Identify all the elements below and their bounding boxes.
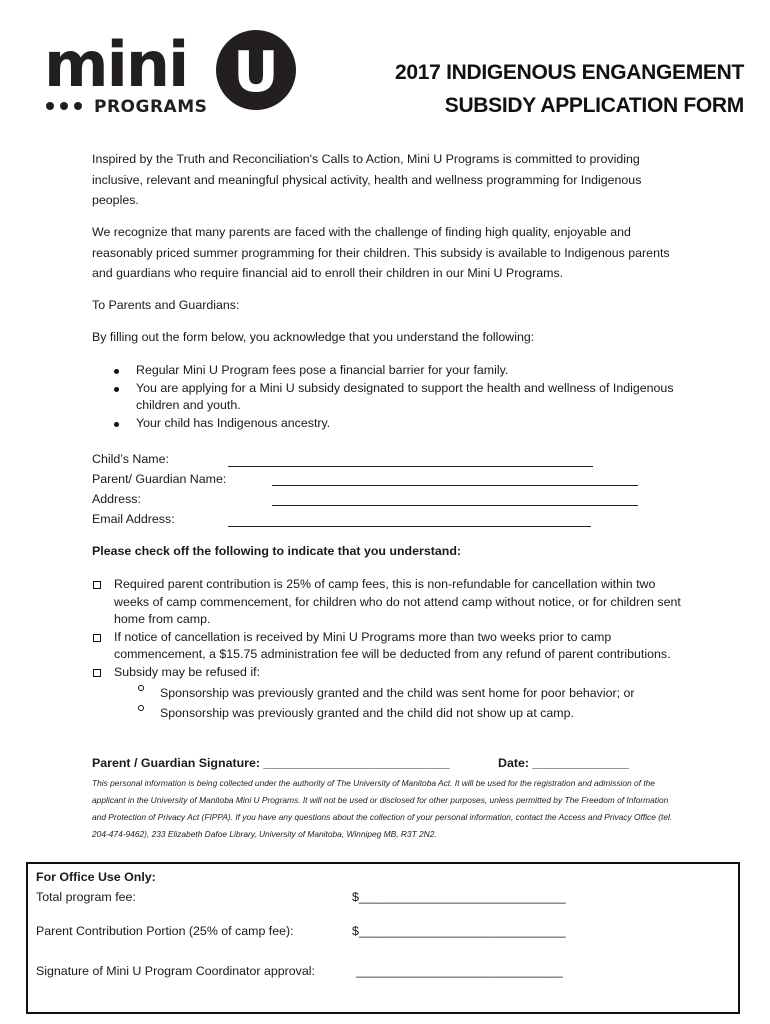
bullet-icon [114, 387, 119, 392]
check-item [92, 629, 692, 664]
form-title-line-2: SUBSIDY APPLICATION FORM [444, 94, 744, 117]
guardian-signature-field[interactable]: Parent / Guardian Signature: ___________________________ [92, 756, 450, 770]
logo-letter: U [233, 40, 279, 105]
checks-heading: Please check off the following to indicate that you understand: [92, 544, 462, 558]
privacy-notice: This personal information is being collected under the authority of The University of Manitoba Act. It will be used for the registration and admission of the applicant in the University of Manitoba Mini U Programs. It will not be used or disclosed for other purposes, unless permitted by The Freedom of Information and Protection of Privacy Act (FIPPA). If you have any questions about the collection of your personal information, contact the Access and Privacy Office (tel. 204-474-9462), 233 Elizabeth Dafoe Library, University of Manitoba, Winnipeg MB, R3T 2N2. [92, 778, 673, 839]
acknowledge-list [112, 362, 682, 432]
date-field[interactable]: Date: ______________ [498, 756, 629, 770]
address-label: Address: [92, 492, 141, 506]
checkbox[interactable] [93, 669, 101, 677]
contribution-label: Parent Contribution Portion (25% of camp fee): [36, 924, 294, 938]
child-name-field[interactable] [228, 466, 593, 467]
understand-checklist [92, 576, 692, 723]
email-label: Email Address: [92, 512, 175, 526]
form-title-line-1: 2017 INDIGENOUS ENGANGEMENT [395, 61, 744, 84]
refusal-reason-text: Sponsorship was previously granted and the child was sent home for poor behavior; or [160, 686, 635, 700]
list-item [114, 703, 692, 723]
check-item-text: If notice of cancellation is received by Mini U Programs more than two weeks prior to camp commencement, a $15.75 administration fee will be deducted from any refund of parent contributions. [114, 629, 671, 661]
check-item-text: Subsidy may be refused if: [114, 664, 261, 679]
office-use-box [26, 862, 740, 1014]
list-item [112, 415, 682, 433]
acknowledge-lead: By filling out the form below, you acknowledge that you understand the following: [92, 330, 535, 344]
list-item [112, 362, 682, 380]
email-field[interactable] [228, 526, 591, 527]
bullet-icon [114, 422, 119, 427]
list-item-text: You are applying for a Mini U subsidy designated to support the health and wellness of Indigenous children and youth. [136, 380, 674, 412]
bullet-icon [114, 369, 119, 374]
circle-bullet-icon [138, 705, 144, 711]
list-item [112, 380, 682, 415]
logo-dot-3 [74, 102, 82, 110]
list-item-text: Your child has Indigenous ancestry. [136, 415, 331, 430]
circle-bullet-icon [138, 685, 144, 691]
logo-word: mini [44, 28, 188, 101]
logo-graphic [44, 28, 296, 116]
intro-paragraph-1: Inspired by the Truth and Reconciliation's Calls to Action, Mini U Programs is committed to providing inclusive, relevant and meaningful physical activity, health and wellness programming for Indigenous peoples. [92, 152, 642, 207]
guardian-name-label: Parent/ Guardian Name: [92, 472, 227, 486]
intro-paragraph-2: We recognize that many parents are faced with the challenge of finding high quality, enjoyable and reasonably priced summer programming for their children. This subsidy is available to Indigenous parents and guardians who require financial aid to enroll their children in our Mini U Programs. [92, 225, 670, 280]
total-fee-field[interactable]: $______________________________ [352, 890, 566, 904]
coordinator-signature-label: Signature of Mini U Program Coordinator approval: [36, 964, 315, 978]
total-fee-label: Total program fee: [36, 890, 136, 904]
guardian-name-field[interactable] [272, 485, 638, 486]
list-item-text: Regular Mini U Program fees pose a financial barrier for your family. [136, 363, 509, 377]
form-title [395, 56, 744, 122]
checkbox[interactable] [93, 581, 101, 589]
logo-dot-2 [60, 102, 68, 110]
child-name-label: Child’s Name: [92, 452, 169, 466]
checkbox[interactable] [93, 634, 101, 642]
check-item-text: Required parent contribution is 25% of camp fees, this is non-refundable for cancellation within two weeks of camp commencement, for children who do not attend camp without notice, or for children sent home from camp. [114, 577, 681, 626]
refusal-reason-text: Sponsorship was previously granted and the child did not show up at camp. [160, 706, 574, 720]
check-item [92, 576, 692, 629]
mini-u-logo [44, 28, 296, 116]
coordinator-signature-field[interactable]: ______________________________ [356, 964, 563, 978]
list-item [114, 683, 692, 703]
logo-dot-1 [46, 102, 54, 110]
refusal-reasons [114, 683, 692, 723]
salutation: To Parents and Guardians: [92, 298, 240, 312]
office-heading: For Office Use Only: [36, 870, 156, 884]
logo-tagline: PROGRAMS [94, 97, 208, 116]
address-field[interactable] [272, 505, 638, 506]
check-item [92, 664, 692, 724]
contribution-field[interactable]: $______________________________ [352, 924, 566, 938]
